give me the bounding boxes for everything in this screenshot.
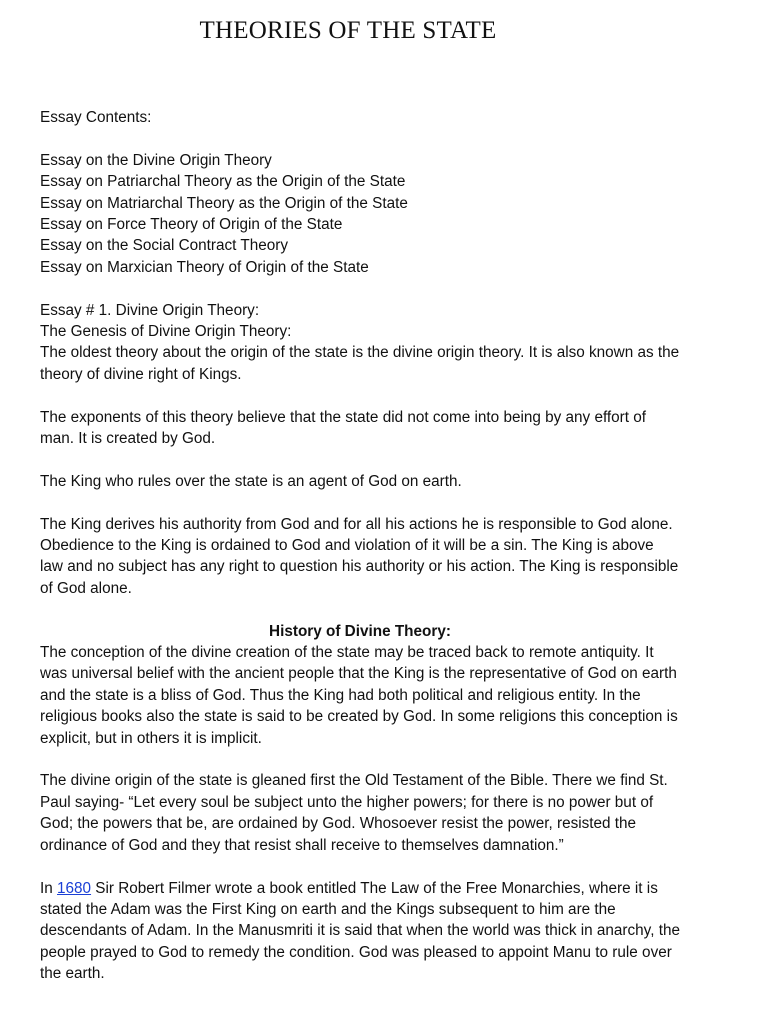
paragraph: The oldest theory about the origin of the state is the divine origin theory. It is also known as the theory of divine right of Kings. xyxy=(40,344,680,383)
essay-heading: Essay # 1. Divine Origin Theory: xyxy=(40,301,260,319)
contents-item: Essay on Matriarchal Theory as the Origin of the State xyxy=(40,194,408,212)
paragraph: The conception of the divine creation of the state may be traced back to remote antiquity. It was universal belief with the ancient people that the King is the representative of God on earth and the state is a bliss of God. Thus the King had both political and religious entity. In the religious books also the state is said to be created by God. In some religions this conception is explicit, but in others it is implicit. xyxy=(40,644,678,747)
section-heading: History of Divine Theory: xyxy=(269,622,451,640)
text-run: Sir Robert Filmer wrote a book entitled The Law of the Free Monarchies, where it is stated the Adam was the First King on earth and the Kings subsequent to him are the descendants of Adam. In the Manusmriti it is said that when the world was thick in anarchy, the people prayed to God to remedy the condition. God was pleased to appoint Manu to rule over the earth. xyxy=(40,879,680,983)
contents-item: Essay on Force Theory of Origin of the State xyxy=(40,216,343,234)
contents-item: Essay on the Divine Origin Theory xyxy=(40,151,272,169)
contents-heading: Essay Contents: xyxy=(40,109,152,126)
essay-subheading: The Genesis of Divine Origin Theory: xyxy=(40,323,292,341)
contents-item: Essay on Marxician Theory of Origin of the State xyxy=(40,258,369,276)
paragraph: The King who rules over the state is an agent of God on earth. xyxy=(40,472,462,490)
contents-item: Essay on the Social Contract Theory xyxy=(40,237,288,255)
contents-item: Essay on Patriarchal Theory as the Origin of the State xyxy=(40,173,406,191)
document-body xyxy=(40,107,680,985)
paragraph xyxy=(40,878,680,985)
paragraph: The King derives his authority from God and for all his actions he is responsible to God alone. Obedience to the King is ordained to God and violation of it will be a sin. The King is above law and no subject has any right to question his authority or his action. The King is responsible of God alone. xyxy=(40,515,679,597)
document-title: THEORIES OF THE STATE xyxy=(199,17,497,44)
paragraph: The exponents of this theory believe that the state did not come into being by any effort of man. It is created by God. xyxy=(40,408,647,448)
text-run: In xyxy=(40,879,58,897)
year-link[interactable]: 1680 xyxy=(57,879,92,897)
paragraph: The divine origin of the state is gleaned first the Old Testament of the Bible. There we find St. Paul saying- “Let every soul be subject unto the higher powers; for there is no power but of God; the powers that be, are ordained by God. Whosoever resist the power, resisted the ordinance of God and they that resist shall receive to themselves damnation.” xyxy=(40,772,668,854)
